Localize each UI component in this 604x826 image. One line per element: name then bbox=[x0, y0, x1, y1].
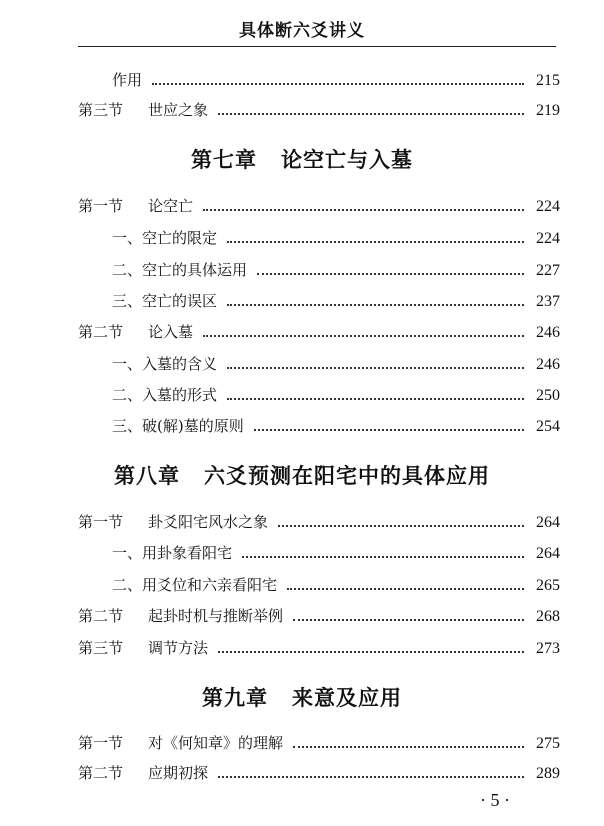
dot-leader bbox=[254, 429, 524, 431]
chapter-title: 来意及应用 bbox=[292, 686, 402, 710]
toc-entry-page: 246 bbox=[536, 356, 560, 373]
toc-entry-title: 作用 bbox=[112, 71, 143, 89]
chapter-number: 第七章 bbox=[191, 148, 257, 172]
toc-entry-page: 224 bbox=[536, 230, 560, 247]
dot-leader bbox=[227, 304, 524, 306]
toc-section-number: 第三节 bbox=[78, 101, 124, 119]
toc-section-number: 第二节 bbox=[78, 323, 124, 341]
toc-entry-title: 一、入墓的含义 bbox=[112, 355, 218, 373]
header-rule bbox=[78, 46, 556, 47]
chapter-heading bbox=[0, 682, 604, 712]
chapter-number: 第九章 bbox=[202, 686, 268, 710]
running-head: 具体断六爻讲义 bbox=[239, 21, 365, 41]
toc-entry bbox=[78, 98, 560, 120]
toc-entry-page: 246 bbox=[536, 324, 560, 341]
toc-section-number: 第一节 bbox=[78, 197, 124, 215]
dot-leader bbox=[227, 241, 524, 243]
dot-leader bbox=[293, 619, 524, 621]
toc-entry bbox=[112, 414, 560, 436]
page-number: · 5 · bbox=[480, 790, 510, 810]
dot-leader bbox=[203, 209, 524, 211]
toc-entry-title: 二、用爻位和六亲看阳宅 bbox=[112, 576, 278, 594]
toc-entry bbox=[78, 604, 560, 626]
toc-entry-title: 二、空亡的具体运用 bbox=[112, 261, 248, 279]
toc-entry-page: 273 bbox=[536, 640, 560, 657]
dot-leader bbox=[203, 335, 524, 337]
toc-entry-title: 三、破(解)墓的原则 bbox=[112, 417, 244, 435]
toc-entry-page: 237 bbox=[536, 293, 560, 310]
toc-entry bbox=[78, 194, 560, 216]
toc-entry-title: 起卦时机与推断举例 bbox=[148, 607, 284, 625]
chapter-heading bbox=[0, 144, 604, 174]
dot-leader bbox=[278, 525, 524, 527]
toc-entry-page: 268 bbox=[536, 608, 560, 625]
dot-leader bbox=[152, 83, 524, 85]
toc-section-number: 第一节 bbox=[78, 513, 124, 531]
chapter-title: 论空亡与入墓 bbox=[281, 148, 413, 172]
toc-entry-title: 二、入墓的形式 bbox=[112, 386, 218, 404]
toc-entry bbox=[78, 731, 560, 753]
chapter-number: 第八章 bbox=[114, 464, 180, 488]
toc-entry-page: 250 bbox=[536, 387, 560, 404]
dot-leader bbox=[287, 588, 524, 590]
toc-entry bbox=[78, 636, 560, 658]
toc-entry bbox=[112, 258, 560, 280]
toc-entry-title: 一、用卦象看阳宅 bbox=[112, 544, 233, 562]
toc-section-number: 第二节 bbox=[78, 607, 124, 625]
toc-entry bbox=[112, 352, 560, 374]
toc-section-number: 第二节 bbox=[78, 764, 124, 782]
chapter-title: 六爻预测在阳宅中的具体应用 bbox=[204, 464, 490, 488]
dot-leader bbox=[242, 556, 524, 558]
toc-entry-title: 论入墓 bbox=[148, 323, 194, 341]
dot-leader bbox=[218, 113, 524, 115]
dot-leader bbox=[218, 651, 524, 653]
toc-section-number: 第三节 bbox=[78, 639, 124, 657]
toc-entry bbox=[112, 573, 560, 595]
toc-entry-page: 224 bbox=[536, 198, 560, 215]
toc-entry bbox=[78, 320, 560, 342]
toc-entry bbox=[78, 761, 560, 783]
chapter-heading bbox=[0, 460, 604, 490]
toc-entry-page: 227 bbox=[536, 262, 560, 279]
dot-leader bbox=[257, 273, 524, 275]
toc-entry bbox=[112, 383, 560, 405]
toc-entry-title: 论空亡 bbox=[148, 197, 194, 215]
dot-leader bbox=[227, 367, 524, 369]
toc-entry-title: 卦爻阳宅风水之象 bbox=[148, 513, 269, 531]
toc-entry-page: 265 bbox=[536, 577, 560, 594]
toc-entry-title: 一、空亡的限定 bbox=[112, 229, 218, 247]
toc-entry bbox=[78, 510, 560, 532]
toc-entry bbox=[112, 226, 560, 248]
toc-entry-page: 215 bbox=[536, 72, 560, 89]
dot-leader bbox=[227, 398, 524, 400]
toc-entry-page: 275 bbox=[536, 735, 560, 752]
toc-entry-page: 264 bbox=[536, 545, 560, 562]
toc-entry bbox=[112, 289, 560, 311]
toc-entry bbox=[112, 68, 560, 90]
toc-entry-title: 应期初探 bbox=[148, 764, 209, 782]
toc-entry-page: 264 bbox=[536, 514, 560, 531]
toc-entry-page: 254 bbox=[536, 418, 560, 435]
toc-entry-title: 世应之象 bbox=[148, 101, 209, 119]
dot-leader bbox=[293, 746, 524, 748]
toc-entry-title: 对《何知章》的理解 bbox=[148, 734, 284, 752]
toc-entry-page: 289 bbox=[536, 765, 560, 782]
toc-entry-title: 三、空亡的误区 bbox=[112, 292, 218, 310]
dot-leader bbox=[218, 776, 524, 778]
toc-section-number: 第一节 bbox=[78, 734, 124, 752]
toc-entry bbox=[112, 541, 560, 563]
toc-entry-page: 219 bbox=[536, 102, 560, 119]
toc-entry-title: 调节方法 bbox=[148, 639, 209, 657]
